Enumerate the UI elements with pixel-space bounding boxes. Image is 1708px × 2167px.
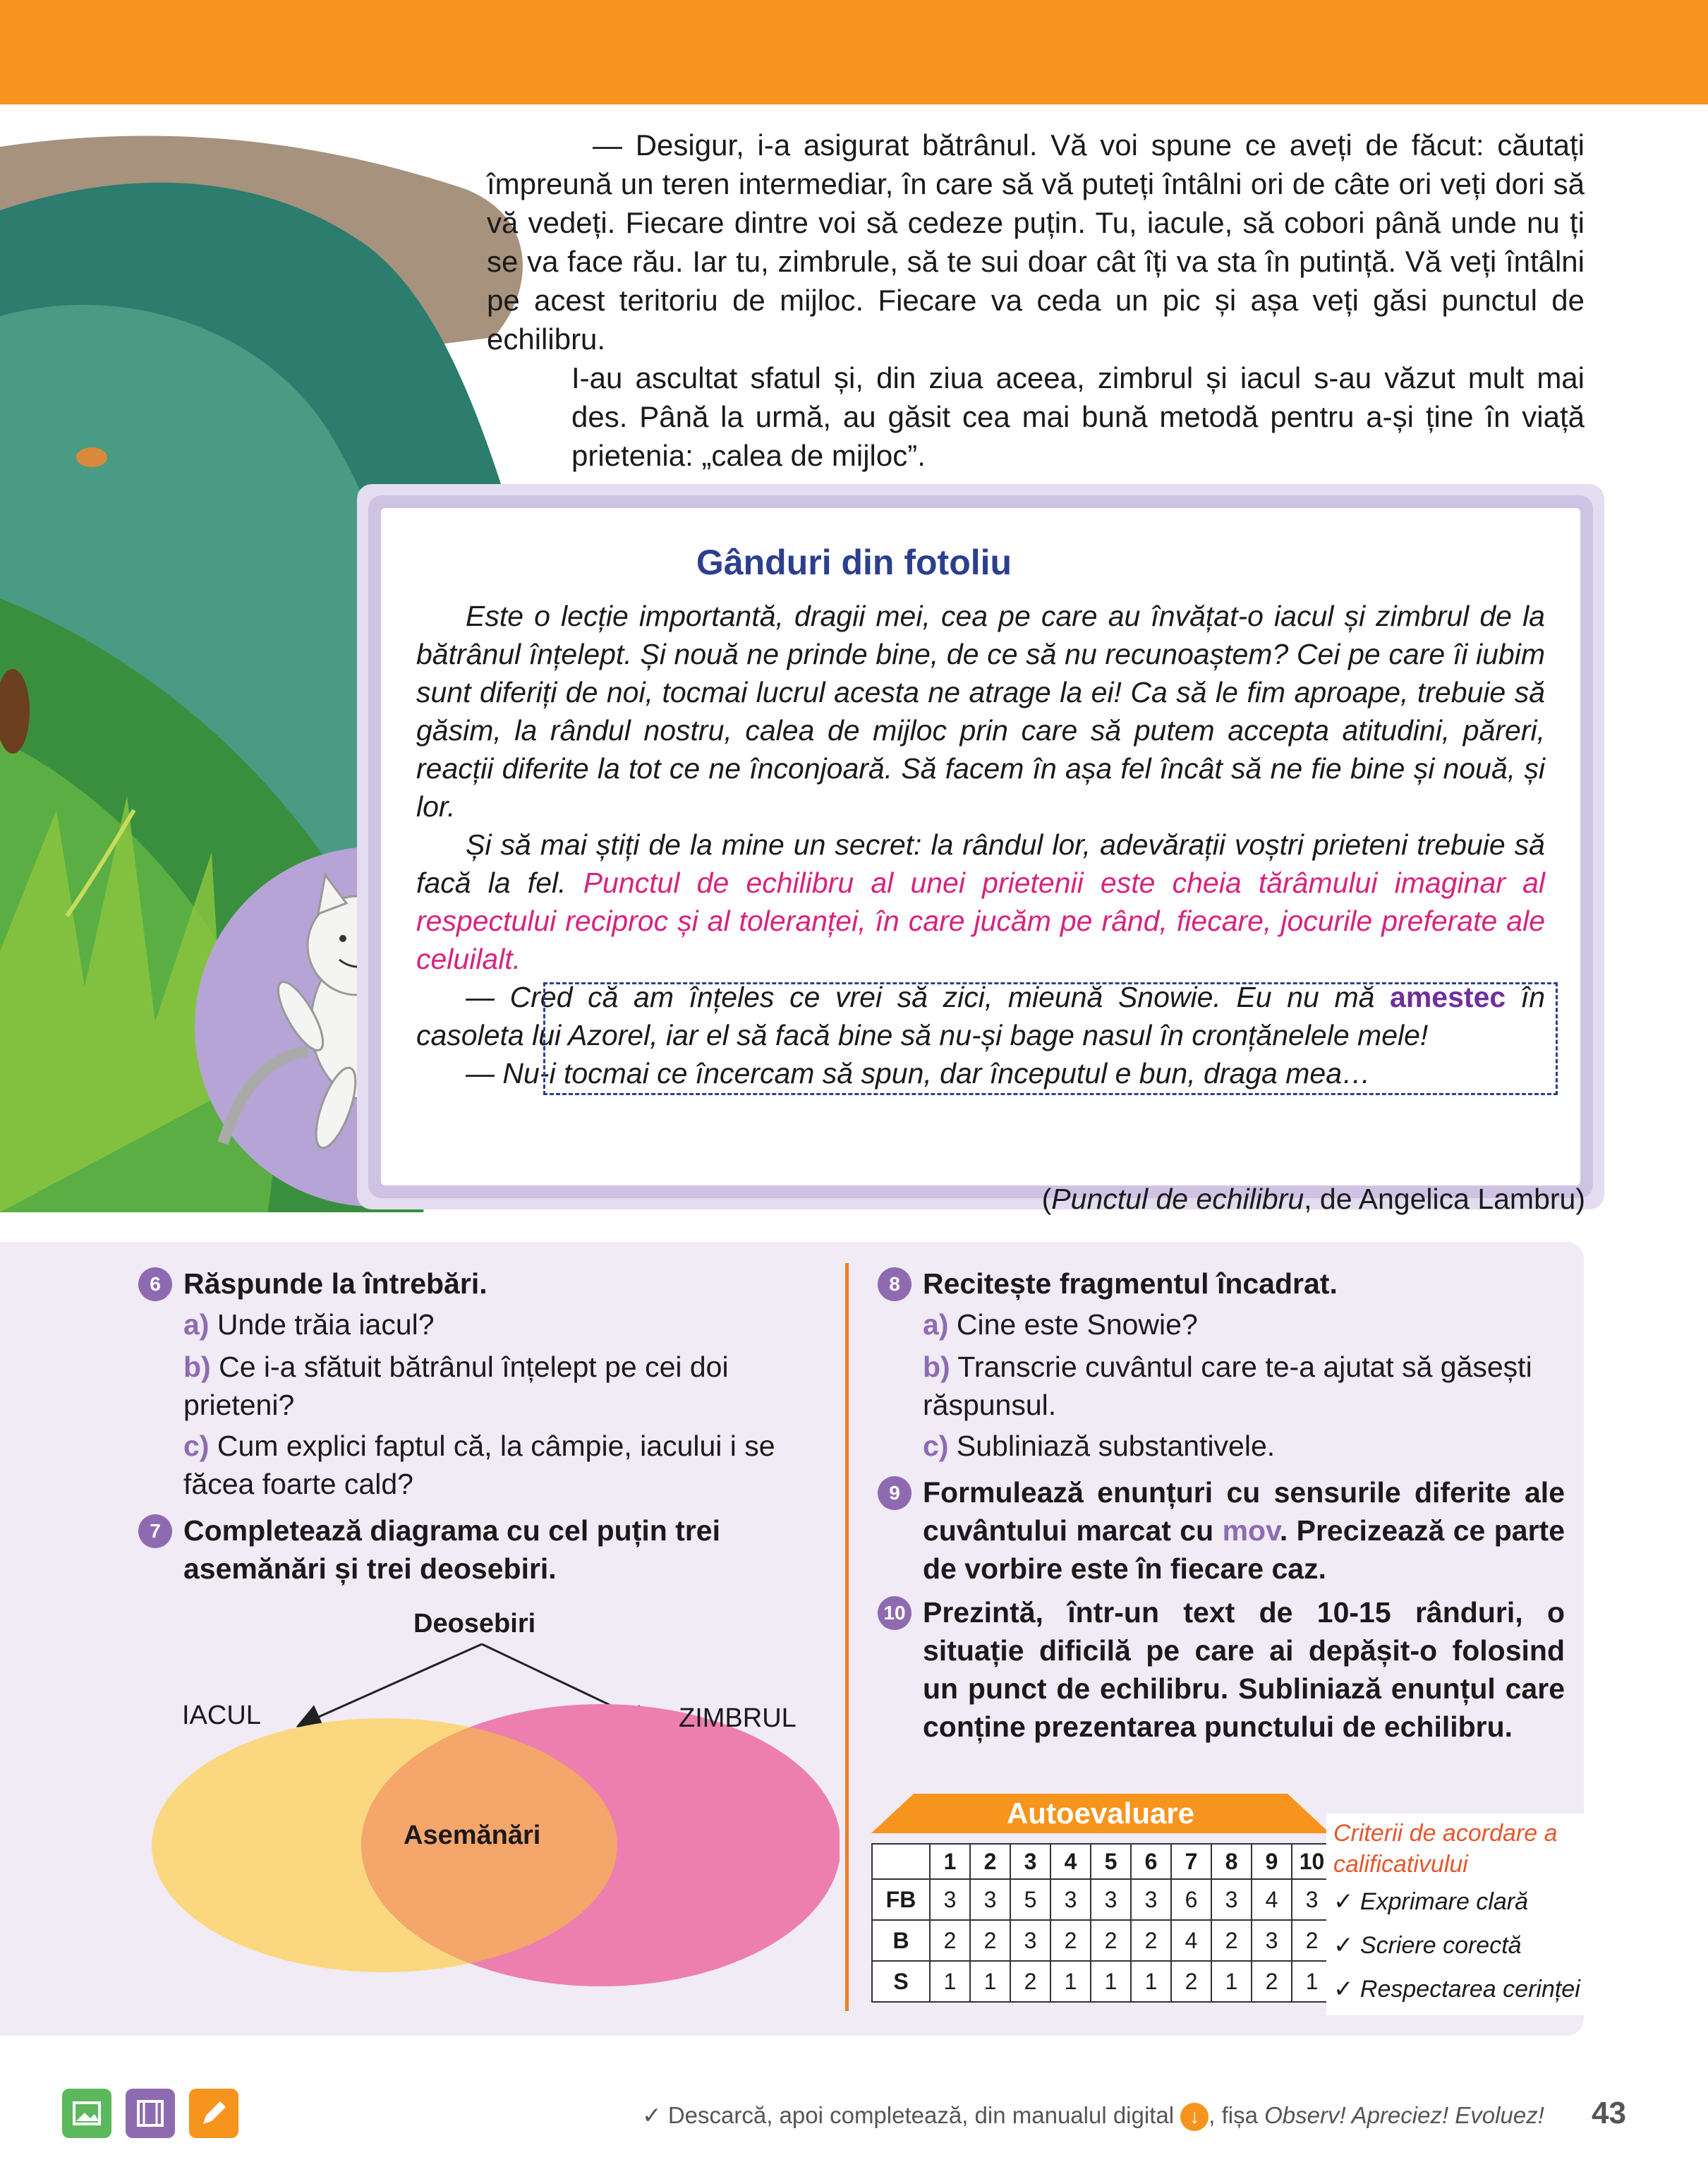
box-title: Gânduri din fotoliu — [696, 543, 1012, 582]
mov-word: mov — [1222, 1514, 1280, 1547]
exercise-title: Completează diagrama cu cel puțin trei asemănări și trei deosebiri. — [183, 1514, 720, 1585]
table-cell: 1 — [1131, 1961, 1171, 2002]
item-text: Cine este Snowie? — [956, 1308, 1198, 1341]
item-text: Subliniază substantivele. — [956, 1430, 1276, 1462]
item-text: Unde trăia iacul? — [217, 1308, 435, 1341]
story-paragraph: — Desigur, i-a asigurat bătrânul. Vă voi spune ce aveți de făcut: căutați împreună un teren intermediar, în care să vă puteți întâlni ori de câte ori veți dori să vă vedeți. Fiecare dintre voi să cedeze puțin. Tu, iacule, să cobori până unde nu ți se va face rău. Iar tu, zimbrule, să te sui doar cât îți va sta în putință. Vă veți întâlni pe acest teritoriu de mijloc. Fiecare va ceda un pic și așa veți găsi punctul de echilibru. — [487, 128, 1585, 356]
exercise-title: Răspunde la întrebări. — [183, 1267, 487, 1300]
table-row — [872, 1879, 1332, 1920]
highlighted-text: Punctul de echilibru al unei prietenii este cheia tărâmului imaginar al respectului reciproc și al toleranței, în care jucăm pe rând, fiecare, jocurile preferate ale celuilalt. — [416, 867, 1546, 975]
table-cell: 1 — [1091, 1961, 1131, 2002]
box-paragraph: — Nu-i tocmai ce încercam să spun, dar începutul e bun, draga mea… — [466, 1057, 1371, 1089]
source-title: Punctul de echilibru — [1051, 1183, 1304, 1215]
table-cell: 2 — [1010, 1961, 1050, 2002]
footer-worksheet-name: Observ! Apreciez! Evoluez! — [1264, 2102, 1544, 2128]
box-paragraph: Este o lecție importantă, dragii mei, cea pe care au învățat-o iacul și zimbrul de la bătrânul înțelept. Și nouă ne prinde bine, de ce să nu recunoaștem? Cei pe care îi iubim sunt diferiți de noi, tocmai lucrul acesta ne atrage la ei! Ca să le fim aproape, trebuie să găsim, la rândul nostru, calea de mijloc prin care să putem accepta atitudini, păreri, reacții diferite la tot ce ne înconjoară. Să facem în așa fel încât să ne fie bine și nouă, și lor. — [416, 600, 1545, 823]
venn-right-label: ZIMBRUL — [679, 1703, 797, 1733]
table-cell: 7 — [1171, 1844, 1211, 1879]
box-text-span: Și să mai știți de la mine un secret: la rândul lor, adevărații voștri prieteni trebuie să facă la fel. — [416, 828, 1545, 899]
table-cell: 1 — [1292, 1961, 1332, 2002]
table-cell: 10 — [1292, 1844, 1332, 1879]
table-cell: 2 — [1171, 1961, 1211, 2002]
venn-top-label: Deosebiri — [413, 1609, 536, 1638]
source-author: , de Angelica Lambru) — [1304, 1183, 1585, 1215]
table-cell: 2 — [1091, 1920, 1131, 1961]
story-paragraph: I-au ascultat sfatul și, din ziua aceea, zimbrul și iacul s-au văzut mult mai des. Până la urmă, au găsit cea mai bună metodă pentru a-și ține în viață prietenia: „calea de mijloc”. — [571, 361, 1585, 472]
box-text-span: — Cred că am înțeles ce vrei să zici, mieună Snowie. Eu nu mă — [466, 981, 1391, 1013]
item-text: Ce i-a sfătuit bătrânul înțelept pe cei doi prieteni? — [183, 1351, 729, 1421]
table-cell: 4 — [1171, 1920, 1211, 1961]
exercise-item — [923, 1305, 1572, 1344]
table-cell: 2 — [930, 1920, 970, 1961]
exercise-item — [923, 1348, 1572, 1424]
exercise-title — [923, 1473, 1565, 1588]
table-cell: 3 — [1211, 1879, 1252, 1920]
table-row — [872, 1961, 1332, 2002]
exercise-number: 6 — [138, 1267, 172, 1301]
table-cell: 6 — [1171, 1879, 1211, 1920]
image-icon[interactable] — [62, 2089, 111, 2138]
table-cell: 3 — [1091, 1879, 1131, 1920]
table-cell: 3 — [1050, 1879, 1091, 1920]
table-cell: 6 — [1131, 1844, 1171, 1879]
column-divider — [845, 1263, 849, 2011]
autoevaluare-title: Autoevaluare — [1006, 1797, 1195, 1830]
box-text-span: în casoleta lui Azorel, iar el să facă bine să nu-și bage nasul în cronțănelele mele! — [416, 981, 1545, 1051]
exercise-title: Recitește fragmentul încadrat. — [923, 1267, 1338, 1300]
exercise-item — [183, 1348, 832, 1424]
table-cell: 4 — [1050, 1844, 1091, 1879]
title-text: . Precizează ce parte de vorbire este în fiecare caz. — [923, 1514, 1565, 1585]
venn-center-label: Asemănări — [404, 1821, 541, 1850]
table-cell: 3 — [1252, 1920, 1292, 1961]
source-paren: ( — [1041, 1183, 1052, 1215]
table-cell: 2 — [970, 1844, 1010, 1879]
exercise-number: 10 — [878, 1596, 911, 1630]
table-cell: 1 — [930, 1844, 970, 1879]
exercise-item — [183, 1427, 832, 1503]
criteria-item: ✓ Respectarea cerinței — [1333, 1976, 1580, 2003]
venn-diagram — [127, 1602, 840, 1997]
row-label: FB — [872, 1879, 930, 1920]
pencil-icon[interactable] — [189, 2089, 238, 2138]
table-cell: 2 — [1292, 1920, 1332, 1961]
table-cell: 8 — [1211, 1844, 1252, 1879]
item-letter: b) — [923, 1351, 950, 1383]
table-cell — [872, 1844, 930, 1879]
table-cell: 2 — [1211, 1920, 1252, 1961]
criteria-item: ✓ Scriere corectă — [1333, 1932, 1522, 1959]
exercise-number: 9 — [878, 1476, 911, 1510]
table-cell: 2 — [1252, 1961, 1292, 2002]
item-text: Cum explici faptul că, la câmpie, iacului i se făcea foarte cald? — [183, 1430, 775, 1500]
exercise-number: 8 — [878, 1267, 911, 1301]
autoevaluare-table — [871, 1843, 1333, 2003]
film-icon[interactable] — [126, 2089, 175, 2138]
framed-fragment-border — [543, 982, 1558, 1095]
box-paragraph — [416, 826, 1545, 978]
item-letter: c) — [923, 1430, 949, 1462]
table-cell: 5 — [1091, 1844, 1131, 1879]
table-cell: 2 — [970, 1920, 1010, 1961]
item-letter: a) — [183, 1308, 210, 1341]
exercise-item — [183, 1305, 832, 1344]
story-text — [487, 126, 1585, 475]
table-cell: 1 — [1211, 1961, 1252, 2002]
exercise-item — [923, 1427, 1572, 1465]
title-text: Formulează enunțuri cu sensurile diferite ale cuvântului marcat cu — [923, 1476, 1565, 1547]
table-row — [872, 1920, 1332, 1961]
item-letter: c) — [183, 1430, 210, 1462]
table-cell: 3 — [1131, 1879, 1171, 1920]
table-cell: 1 — [1050, 1961, 1091, 2002]
table-cell: 3 — [1010, 1844, 1050, 1879]
footer-instruction — [642, 2101, 1544, 2131]
table-cell: 3 — [1010, 1920, 1050, 1961]
table-cell: 4 — [1252, 1879, 1292, 1920]
criteria-item: ✓ Exprimare clară — [1333, 1888, 1529, 1915]
row-label: B — [872, 1920, 930, 1961]
table-cell: 3 — [970, 1879, 1010, 1920]
table-cell: 1 — [930, 1961, 970, 2002]
footer-text-span: ✓ Descarcă, apoi completează, din manualul digital — [642, 2102, 1181, 2128]
exercise-number: 7 — [138, 1514, 172, 1548]
footer-text-span: , fișa — [1209, 2102, 1265, 2128]
item-letter: a) — [923, 1308, 949, 1341]
venn-left-label: IACUL — [182, 1701, 261, 1730]
table-cell: 2 — [1131, 1920, 1171, 1961]
table-cell: 3 — [930, 1879, 970, 1920]
row-label: S — [872, 1961, 930, 2002]
item-text: Transcrie cuvântul care te-a ajutat să găsești răspunsul. — [923, 1351, 1532, 1421]
source-citation — [1042, 1183, 1585, 1216]
page-number: 43 — [1592, 2096, 1626, 2130]
table-cell: 3 — [1292, 1879, 1332, 1920]
table-cell: 1 — [970, 1961, 1010, 2002]
arrow-left — [300, 1644, 482, 1725]
exercise-title: Prezintă, într-un text de 10-15 rânduri, o situație dificilă pe care ai depășit-o folosind un punct de echilibru. Subliniază enunțul care conține prezentarea punctului de echilibru. — [923, 1596, 1565, 1743]
download-icon[interactable]: ↓ — [1180, 2103, 1209, 2131]
table-cell: 9 — [1252, 1844, 1292, 1879]
criteria-title: Criterii de acordare a calificativului — [1333, 1820, 1558, 1878]
table-cell: 2 — [1050, 1920, 1091, 1961]
table-header-row — [872, 1844, 1332, 1879]
marked-word: amestec — [1390, 981, 1506, 1013]
table-cell: 5 — [1010, 1879, 1050, 1920]
top-header-bar — [0, 0, 1708, 104]
criteria-box — [1326, 1813, 1594, 2015]
item-letter: b) — [183, 1351, 211, 1383]
